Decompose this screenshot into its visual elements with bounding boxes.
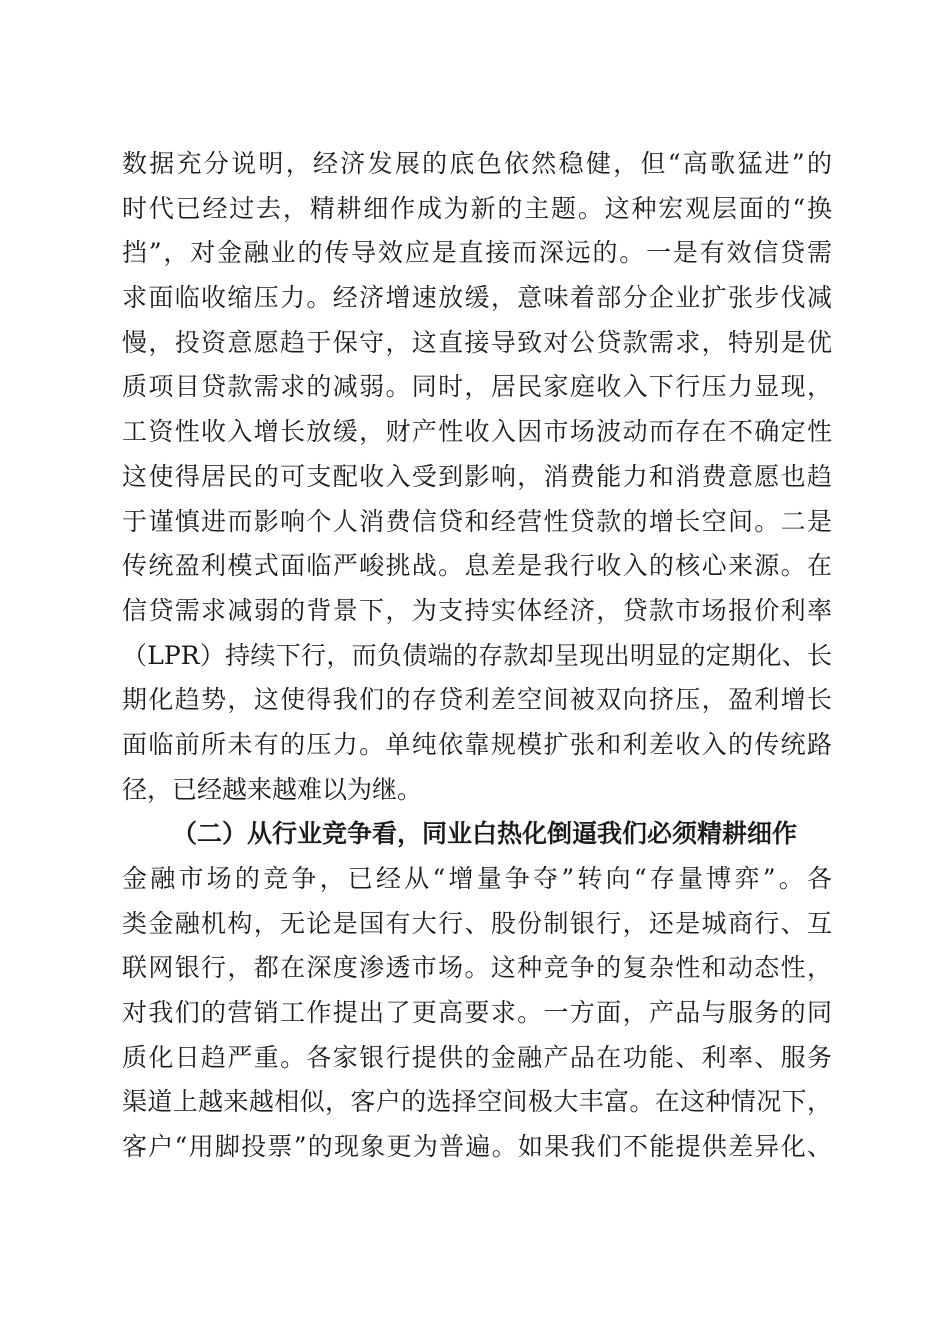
paragraph-line: 信贷需求减弱的背景下，为支持实体经济，贷款市场报价利率: [122, 595, 832, 625]
paragraph-line: 金融市场的竞争，已经从“增量争夺”转向“存量博弈”。各: [122, 864, 832, 893]
paragraph-line: 径，已经越来越难以为继。: [122, 774, 423, 804]
paragraph-line: 联网银行，都在深度渗透市场。这种竞争的复杂性和动态性，: [122, 953, 832, 983]
section-heading: （二）从行业竞争看，同业白热化倒逼我们必须精耕细作: [172, 819, 798, 849]
paragraph-line: 数据充分说明，经济发展的底色依然稳健，但“高歌猛进”的: [122, 149, 832, 178]
paragraph-line: 求面临收缩压力。经济增速放缓，意味着部分企业扩张步伐减: [122, 283, 832, 313]
paragraph-line: 于谨慎进而影响个人消费信贷和经营性贷款的增长空间。二是: [122, 506, 832, 536]
paragraph-line: 挡”，对金融业的传导效应是直接而深远的。一是有效信贷需: [122, 238, 832, 268]
paragraph-line: 工资性收入增长放缓，财产性收入因市场波动而存在不确定性: [122, 417, 832, 447]
paragraph-line: 期化趋势，这使得我们的存贷利差空间被双向挤压，盈利增长: [122, 685, 832, 715]
paragraph-line: 传统盈利模式面临严峻挑战。息差是我行收入的核心来源。在: [122, 551, 832, 581]
paragraph-line: （LPR）持续下行，而负债端的存款却呈现出明显的定期化、长: [122, 640, 832, 670]
paragraph-line: 面临前所未有的压力。单纯依靠规模扩张和利差收入的传统路: [122, 729, 832, 759]
paragraph-line: 慢，投资意愿趋于保守，这直接导致对公贷款需求，特别是优: [122, 327, 832, 357]
paragraph-line: 这使得居民的可支配收入受到影响，消费能力和消费意愿也趋: [122, 461, 832, 491]
paragraph-line: 类金融机构，无论是国有大行、股份制银行，还是城商行、互: [122, 908, 832, 938]
paragraph-line: 质化日趋严重。各家银行提供的金融产品在功能、利率、服务: [122, 1042, 832, 1072]
paragraph-line: 质项目贷款需求的减弱。同时，居民家庭收入下行压力显现，: [122, 372, 832, 402]
paragraph-line: 时代已经过去，精耕细作成为新的主题。这种宏观层面的“换: [122, 193, 832, 223]
body-text: [122, 142, 832, 1170]
paragraph-line: 客户“用脚投票”的现象更为普遍。如果我们不能提供差异化、: [122, 1132, 832, 1162]
paragraph-line: 渠道上越来越相似，客户的选择空间极大丰富。在这种情况下，: [122, 1087, 832, 1117]
paragraph-line: 对我们的营销工作提出了更高要求。一方面，产品与服务的同: [122, 998, 832, 1028]
